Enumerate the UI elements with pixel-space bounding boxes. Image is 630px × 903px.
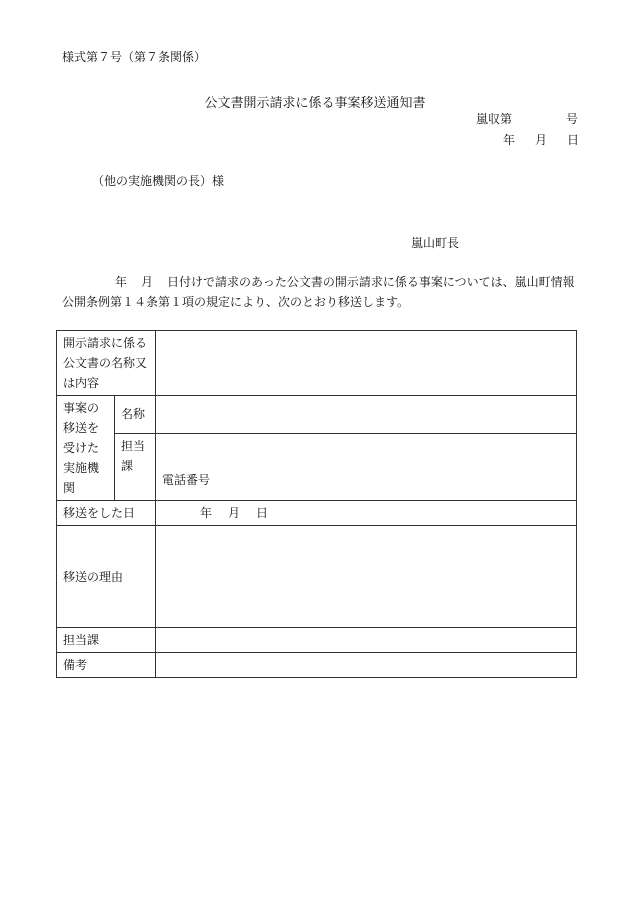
transferee-label: 事案の移送を受けた実施機関 bbox=[57, 396, 115, 501]
table-row bbox=[57, 501, 577, 526]
form-label: 様式第７号（第７条関係） bbox=[62, 50, 207, 64]
reference-prefix: 嵐収第 bbox=[476, 112, 513, 126]
remarks-label: 備考 bbox=[57, 653, 156, 678]
transfer-date-value bbox=[156, 501, 577, 526]
reference-suffix: 号 bbox=[565, 112, 578, 126]
remarks-value bbox=[156, 653, 577, 678]
doc-name-value bbox=[156, 331, 577, 396]
sender: 嵐山町長 bbox=[411, 236, 460, 250]
dept-row-label: 担当課 bbox=[57, 628, 156, 653]
name-label: 名称 bbox=[115, 396, 156, 434]
phone-cell bbox=[156, 433, 577, 500]
doc-name-label: 開示請求に係る公文書の名称又は内容 bbox=[57, 331, 156, 396]
date-month-label: 月 bbox=[535, 133, 548, 147]
dept-row-value bbox=[156, 628, 577, 653]
transfer-day: 日 bbox=[256, 506, 269, 520]
body-month: 月 bbox=[141, 275, 154, 289]
transfer-info-table bbox=[56, 330, 577, 678]
body-text-main: 日付けで請求のあった公文書の開示請求に係る事案については、嵐山町情報公開条例第１４条第１項の規定により、次のとおり移送します。 bbox=[62, 275, 575, 309]
reason-label: 移送の理由 bbox=[57, 526, 156, 628]
document-title: 公文書開示請求に係る事案移送通知書 bbox=[204, 96, 426, 111]
table-row bbox=[57, 331, 577, 396]
dept-label: 担当課 bbox=[115, 433, 156, 500]
name-value bbox=[156, 396, 577, 434]
table-row bbox=[57, 628, 577, 653]
table-row bbox=[57, 653, 577, 678]
date-year-label: 年 bbox=[503, 133, 516, 147]
body-text bbox=[62, 272, 582, 312]
phone-label: 電話番号 bbox=[162, 473, 211, 487]
reason-value bbox=[156, 526, 577, 628]
reference-number bbox=[476, 110, 578, 127]
transfer-month: 月 bbox=[228, 506, 241, 520]
table-row bbox=[57, 433, 577, 500]
table-row bbox=[57, 526, 577, 628]
date-day-label: 日 bbox=[567, 133, 580, 147]
addressee: （他の実施機関の長）様 bbox=[92, 174, 225, 188]
body-year: 年 bbox=[115, 275, 128, 289]
transfer-date-label: 移送をした日 bbox=[57, 501, 156, 526]
table-row bbox=[57, 396, 577, 434]
transfer-year: 年 bbox=[200, 506, 213, 520]
